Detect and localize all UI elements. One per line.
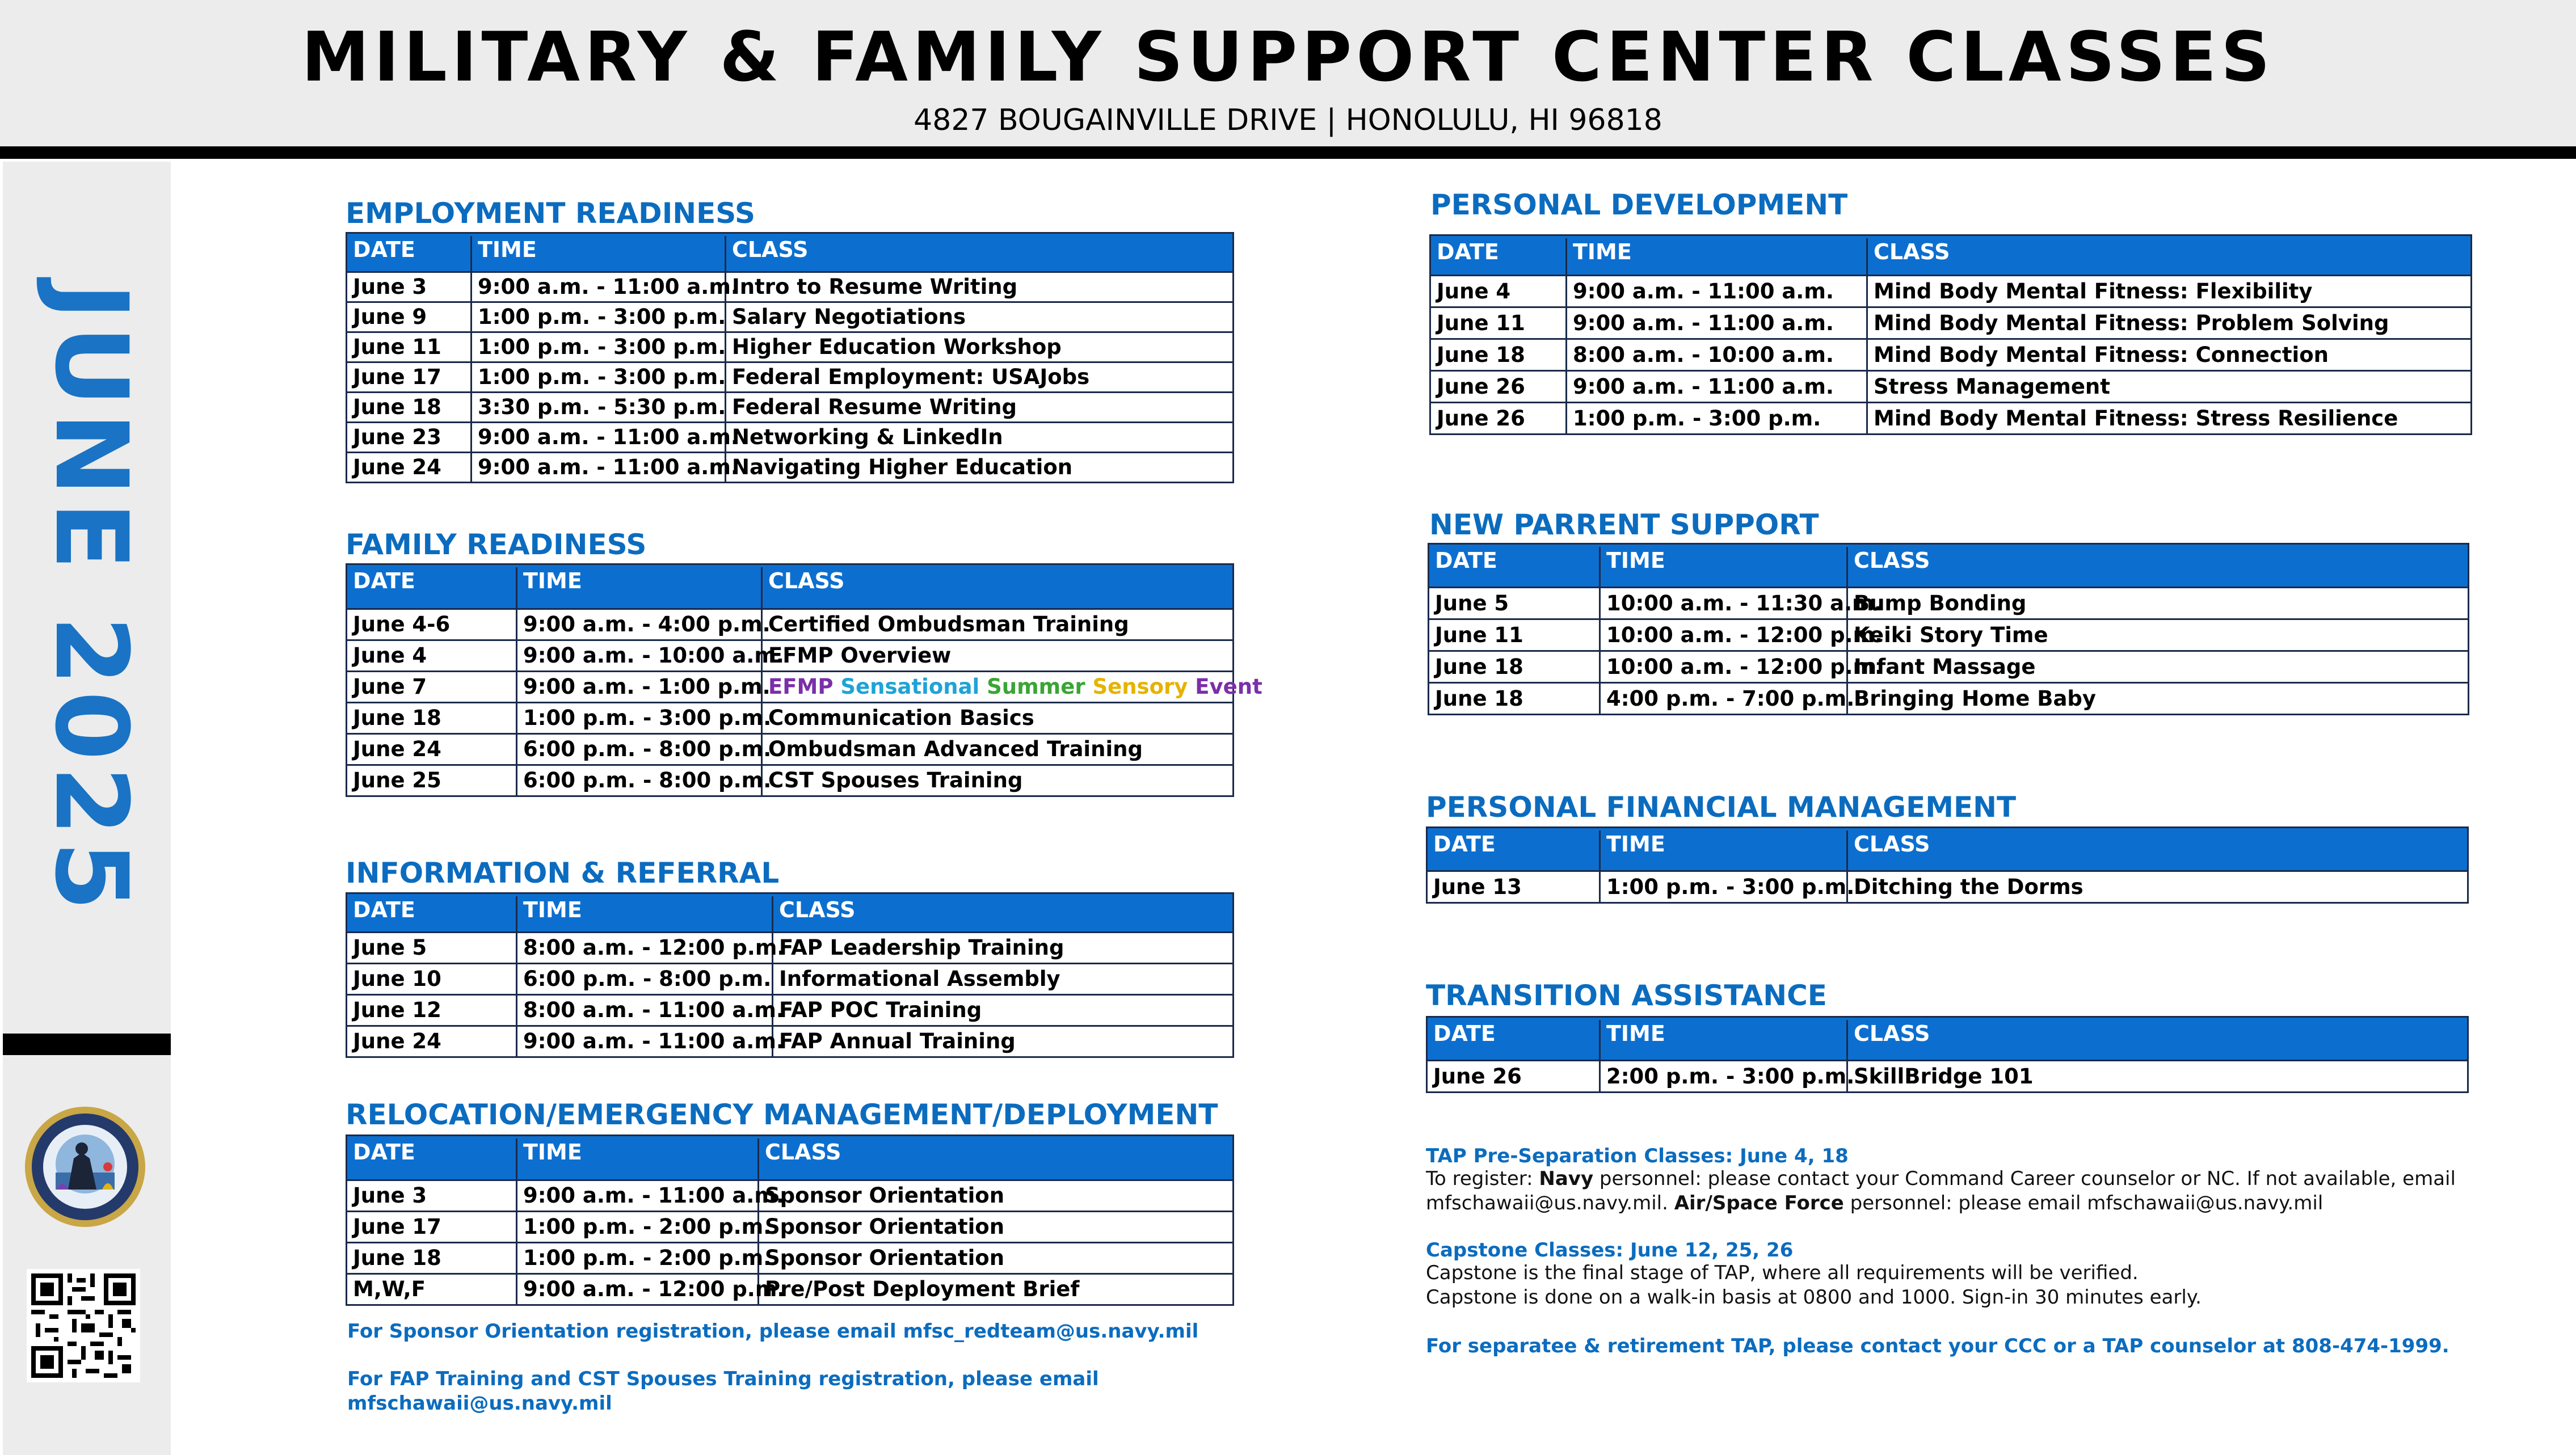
row-class: Bump Bonding [1854,591,2027,615]
row-class: Informational Assembly [779,967,1060,991]
airforce-text: personnel: please email mfschawaii@us.navy.mil [1843,1192,2324,1214]
table-row [347,733,1232,764]
navy-seal-icon [23,1104,148,1229]
row-time: 6:00 p.m. - 8:00 p.m. [517,766,763,795]
row-class: Navigating Higher Education [732,455,1073,479]
row-time: 9:00 a.m. - 11:00 a.m. [1567,308,1868,338]
row-time: 9:00 a.m. - 11:00 a.m. [472,273,726,301]
table-row [347,639,1232,670]
table-header [1431,236,2470,275]
row-time: 9:00 a.m. - 4:00 p.m. [517,610,763,639]
row-time: 6:00 p.m. - 8:00 p.m. [517,735,763,764]
row-class: Sponsor Orientation [765,1246,1005,1270]
row-class: Federal Resume Writing [732,395,1017,419]
row-date: June 5 [347,933,517,963]
row-date: June 12 [347,996,517,1025]
row-class-efmp-event [763,672,1262,702]
row-date: June 26 [1431,372,1567,402]
row-time: 1:00 p.m. - 3:00 p.m. [472,303,726,331]
row-class: Mind Body Mental Fitness: Stress Resilience [1874,406,2398,431]
col-class: CLASS [1854,832,1930,857]
row-class: Mind Body Mental Fitness: Flexibility [1874,279,2313,303]
table-row [347,764,1232,795]
col-class: CLASS [732,237,809,262]
efmp-word: Sensory [1092,674,1188,699]
table-row [347,963,1232,994]
row-time: 9:00 a.m. - 11:00 a.m. [1567,276,1868,306]
col-time: TIME [517,567,763,608]
col-time: TIME [517,896,773,931]
employment-readiness-title: EMPLOYMENT READINESS [346,197,756,230]
col-time: TIME [1601,1020,1848,1060]
row-class: Mind Body Mental Fitness: Problem Solving [1874,311,2389,335]
row-date: June 3 [347,1181,517,1211]
row-class: Sponsor Orientation [765,1183,1005,1208]
transition-assistance-table [1426,1016,2469,1093]
airforce-label: Air/Space Force [1674,1192,1844,1214]
col-class: CLASS [779,897,856,922]
table-row [347,452,1232,482]
row-date: June 26 [1431,403,1567,433]
qr-code-icon[interactable] [27,1269,140,1382]
row-date: June 5 [1429,588,1601,618]
family-readiness-title: FAMILY READINESS [346,528,647,561]
new-parent-support-table [1428,543,2469,715]
table-header [1428,828,2467,870]
transition-assistance-title: TRANSITION ASSISTANCE [1426,979,1827,1012]
row-time: 1:00 p.m. - 3:00 p.m. [1601,872,1848,902]
row-time: 9:00 a.m. - 12:00 p.m. [517,1275,759,1304]
row-time: 9:00 a.m. - 11:00 a.m. [472,423,726,452]
table-row [347,994,1232,1025]
row-date: June 3 [347,273,472,301]
row-date: June 17 [347,1212,517,1242]
row-time: 4:00 p.m. - 7:00 p.m. [1601,684,1848,714]
address: 4827 BOUGAINVILLE DRIVE | HONOLULU, HI 96818 [914,103,1662,137]
row-class: CST Spouses Training [768,768,1023,792]
fap-registration-note [347,1367,1099,1416]
table-header [1429,545,2468,587]
row-time: 1:00 p.m. - 3:00 p.m. [472,333,726,361]
row-date: June 18 [347,703,517,733]
table-row [347,271,1232,301]
row-class: FAP POC Training [779,998,982,1022]
row-time: 10:00 a.m. - 12:00 p.m. [1601,652,1848,682]
page-title: MILITARY & FAMILY SUPPORT CENTER CLASSES [301,18,2275,97]
row-class: Intro to Resume Writing [732,275,1018,299]
navy-label: Navy [1539,1167,1594,1190]
row-class: Infant Massage [1854,655,2036,679]
row-time: 3:30 p.m. - 5:30 p.m. [472,393,726,421]
row-class: Stress Management [1874,374,2110,399]
row-class: Networking & LinkedIn [732,425,1003,449]
table-header [347,565,1232,608]
table-row [1431,338,2470,370]
col-date: DATE [1428,1020,1601,1060]
personal-development-title: PERSONAL DEVELOPMENT [1430,188,1848,221]
row-date: June 4 [1431,276,1567,306]
row-class: FAP Leadership Training [779,935,1064,960]
efmp-word: Sensational [840,674,980,699]
information-referral-title: INFORMATION & REFERRAL [346,857,780,889]
table-header [1428,1018,2467,1060]
row-date: June 24 [347,1027,517,1056]
row-class: Sponsor Orientation [765,1214,1005,1239]
row-date: June 11 [1429,620,1601,650]
table-row [1429,682,2468,714]
row-time: 8:00 a.m. - 12:00 p.m. [517,933,773,963]
row-date: M,W,F [347,1275,517,1304]
row-time: 9:00 a.m. - 10:00 a.m. [517,641,763,670]
table-row [347,608,1232,639]
sponsor-registration-note: For Sponsor Orientation registration, please email mfsc_redteam@us.navy.mil [347,1320,1199,1343]
capstone-title: Capstone Classes: June 12, 25, 26 [1426,1239,1794,1262]
row-date: June 17 [347,363,472,391]
table-row [347,670,1262,702]
row-class: Ombudsman Advanced Training [768,737,1143,761]
table-row [347,1273,1232,1304]
row-time: 8:00 a.m. - 11:00 a.m. [517,996,773,1025]
fap-note-email[interactable]: mfschawaii@us.navy.mil [347,1392,612,1415]
table-row [347,1179,1232,1211]
row-date: June 18 [347,393,472,421]
header-divider [0,146,2576,159]
table-row [347,331,1232,361]
row-time: 9:00 a.m. - 11:00 a.m. [517,1027,773,1056]
personal-development-table [1429,234,2472,435]
col-class: CLASS [1854,1021,1930,1046]
separatee-note: For separatee & retirement TAP, please contact your CCC or a TAP counselor at 808-474-1999. [1426,1335,2449,1357]
col-time: TIME [1601,830,1848,870]
table-row [347,361,1232,391]
table-header [347,234,1232,271]
table-row [1431,402,2470,433]
row-time: 6:00 p.m. - 8:00 p.m. [517,964,773,994]
table-row [1431,306,2470,338]
row-time: 1:00 p.m. - 2:00 p.m. [517,1243,759,1273]
row-class: Bringing Home Baby [1854,686,2097,711]
table-header [347,894,1232,931]
row-date: June 18 [1431,340,1567,370]
table-row [347,421,1232,452]
row-time: 1:00 p.m. - 3:00 p.m. [472,363,726,391]
row-class: EFMP Overview [768,643,952,668]
table-row [1429,618,2468,650]
efmp-word: EFMP [768,674,834,699]
tap-register-note [1426,1167,2555,1216]
table-row [347,1025,1232,1056]
row-date: June 23 [347,423,472,452]
col-time: TIME [1567,238,1868,275]
col-time: TIME [1601,547,1848,587]
row-time: 10:00 a.m. - 11:30 a.m. [1601,588,1848,618]
row-class: Federal Employment: USAJobs [732,365,1090,389]
navy-email[interactable]: mfschawaii@us.navy.mil. [1426,1192,1674,1214]
row-date: June 18 [1429,652,1601,682]
table-row [1428,1060,2467,1091]
col-date: DATE [1429,547,1601,587]
row-date: June 4-6 [347,610,517,639]
table-row [347,1242,1232,1273]
row-class: SkillBridge 101 [1854,1064,2034,1089]
row-class: Mind Body Mental Fitness: Connection [1874,343,2329,367]
row-time: 10:00 a.m. - 12:00 p.m. [1601,620,1848,650]
table-row [347,1211,1232,1242]
col-date: DATE [1431,238,1567,275]
row-class: Pre/Post Deployment Brief [765,1277,1080,1301]
col-time: TIME [517,1138,759,1179]
capstone-note [1426,1261,2202,1310]
capstone-line: Capstone is done on a walk-in basis at 0800 and 1000. Sign-in 30 minutes early. [1426,1286,2202,1309]
table-row [1428,870,2467,902]
row-class: Salary Negotiations [732,305,966,329]
navy-text: personnel: please contact your Command Career counselor or NC. If not available, email [1593,1167,2456,1190]
row-date: June 9 [347,303,472,331]
capstone-line: Capstone is the final stage of TAP, where all requirements will be verified. [1426,1262,2139,1284]
row-date: June 26 [1428,1061,1601,1091]
row-date: June 11 [1431,308,1567,338]
table-row [347,702,1232,733]
col-class: CLASS [768,568,845,593]
row-time: 9:00 a.m. - 11:00 a.m. [1567,372,1868,402]
table-header [347,1136,1232,1179]
col-class: CLASS [1874,239,1950,264]
col-time: TIME [472,236,726,271]
family-readiness-table [346,563,1262,797]
col-class: CLASS [1854,548,1930,573]
row-date: June 11 [347,333,472,361]
table-row [347,931,1232,963]
row-date: June 18 [347,1243,517,1273]
col-date: DATE [347,567,517,608]
col-date: DATE [347,1138,517,1179]
row-date: June 4 [347,641,517,670]
tap-preseparation-title: TAP Pre-Separation Classes: June 4, 18 [1426,1145,1849,1167]
col-date: DATE [1428,830,1601,870]
col-date: DATE [347,896,517,931]
table-row [347,301,1232,331]
financial-management-table [1426,826,2469,904]
efmp-word: Summer [987,674,1085,699]
new-parent-support-title: NEW PARRENT SUPPORT [1429,508,1819,541]
table-row [347,391,1232,421]
financial-management-title: PERSONAL FINANCIAL MANAGEMENT [1426,791,2017,824]
table-row [1431,275,2470,306]
relocation-table [346,1135,1234,1306]
row-time: 1:00 p.m. - 3:00 p.m. [1567,403,1868,433]
row-date: June 13 [1428,872,1601,902]
information-referral-table [346,892,1234,1058]
row-date: June 7 [347,672,517,702]
relocation-title: RELOCATION/EMERGENCY MANAGEMENT/DEPLOYMENT [346,1098,1218,1131]
row-class: Communication Basics [768,706,1034,730]
row-class: FAP Annual Training [779,1029,1016,1053]
table-row [1429,650,2468,682]
row-time: 1:00 p.m. - 3:00 p.m. [517,703,763,733]
row-time: 9:00 a.m. - 1:00 p.m. [517,672,763,702]
row-date: June 25 [347,766,517,795]
col-class: CLASS [765,1140,841,1165]
table-row [1431,370,2470,402]
row-time: 9:00 a.m. - 11:00 a.m. [517,1181,759,1211]
row-date: June 24 [347,735,517,764]
row-date: June 10 [347,964,517,994]
row-class: Ditching the Dorms [1854,875,2083,899]
col-date: DATE [347,236,472,271]
row-date: June 18 [1429,684,1601,714]
register-prefix: To register: [1426,1167,1539,1190]
month-label: JUNE 2025 [33,282,149,917]
row-time: 8:00 a.m. - 10:00 a.m. [1567,340,1868,370]
row-time: 9:00 a.m. - 11:00 a.m. [472,453,726,482]
employment-readiness-table [346,232,1234,483]
row-class: Higher Education Workshop [732,335,1062,359]
row-time: 2:00 p.m. - 3:00 p.m. [1601,1061,1848,1091]
row-class: Keiki Story Time [1854,623,2048,647]
row-date: June 24 [347,453,472,482]
efmp-word: Event [1195,674,1262,699]
row-time: 1:00 p.m. - 2:00 p.m. [517,1212,759,1242]
table-row [1429,587,2468,618]
fap-note-line: For FAP Training and CST Spouses Training registration, please email [347,1368,1099,1390]
row-class: Certified Ombudsman Training [768,612,1129,636]
